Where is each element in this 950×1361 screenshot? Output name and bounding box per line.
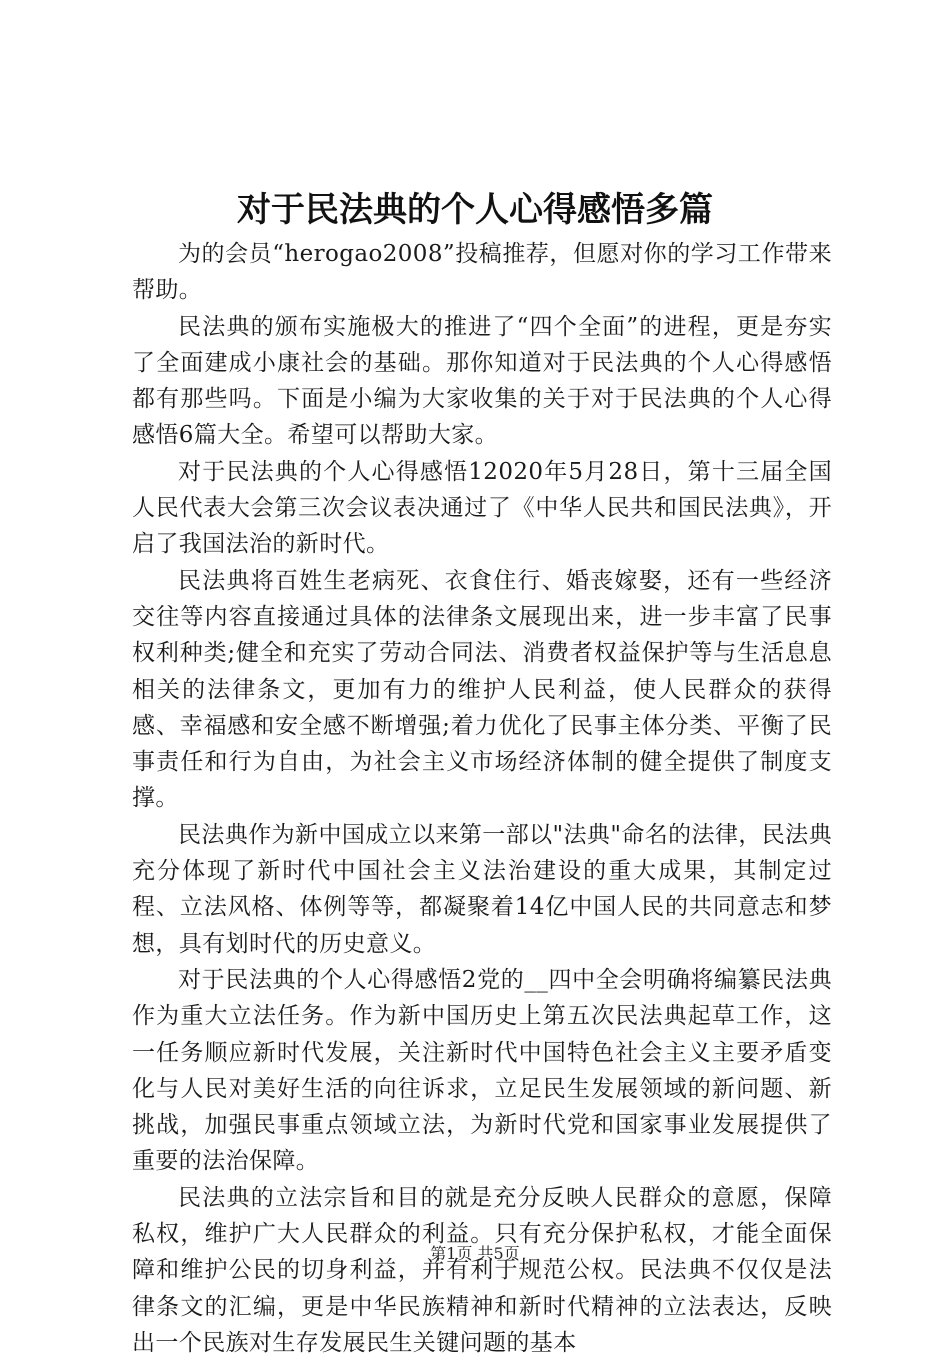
paragraph-overview: 民法典的颁布实施极大的推进了“四个全面”的进程，更是夯实了全面建成小康社会的基础。那你知道对于民法典的个人心得感悟都有那些吗。下面是小编为大家收集的关于对于民法典的个人心得感悟6篇大全。希望可以帮助大家。 [132,313,832,449]
page-footer: 第1页 共5页 [430,1244,520,1263]
document-body [132,236,832,1361]
paragraph-intro: 为的会员“herogao2008”投稿推荐，但愿对你的学习工作带来帮助。 [132,241,832,304]
paragraph-essay-2-opening: 对于民法典的个人心得感悟2党的__四中全会明确将编纂民法典作为重大立法任务。作为新中国历史上第五次民法典起草工作，这一任务顺应新时代发展，关注新时代中国特色社会主义主要矛盾变化与人民对美好生活的向往诉求，立足民生发展领域的新问题、新挑战，加强民事重点领域立法，为新时代党和国家事业发展提供了重要的法治保障。 [132,966,832,1175]
paragraph-essay-2-purpose: 民法典的立法宗旨和目的就是充分反映人民群众的意愿，保障私权，维护广大人民群众的利益。只有充分保护私权，才能全面保障和维护公民的切身利益，并有利于规范公权。民法典不仅仅是法律条文的汇编，更是中华民族精神和新时代精神的立法表达，反映出一个民族对生存发展民生关键问题的基本 [132,1184,832,1356]
paragraph-essay-1-opening: 对于民法典的个人心得感悟12020年5月28日，第十三届全国人民代表大会第三次会议表决通过了《中华人民共和国民法典》，开启了我国法治的新时代。 [132,458,832,558]
paragraph-essay-1-significance: 民法典作为新中国成立以来第一部以"法典"命名的法律，民法典充分体现了新时代中国社会主义法治建设的重大成果，其制定过程、立法风格、体例等等，都凝聚着14亿中国人民的共同意志和梦想，具有划时代的历史意义。 [132,821,832,957]
paragraph-essay-1-content: 民法典将百姓生老病死、衣食住行、婚丧嫁娶，还有一些经济交往等内容直接通过具体的法律条文展现出来，进一步丰富了民事权利种类;健全和充实了劳动合同法、消费者权益保护等与生活息息相关的法律条文，更加有力的维护人民利益，使人民群众的获得感、幸福感和安全感不断增强;着力优化了民事主体分类、平衡了民事责任和行为自由，为社会主义市场经济体制的健全提供了制度支撑。 [132,567,832,812]
document-title: 对于民法典的个人心得感悟多篇 [237,190,713,230]
